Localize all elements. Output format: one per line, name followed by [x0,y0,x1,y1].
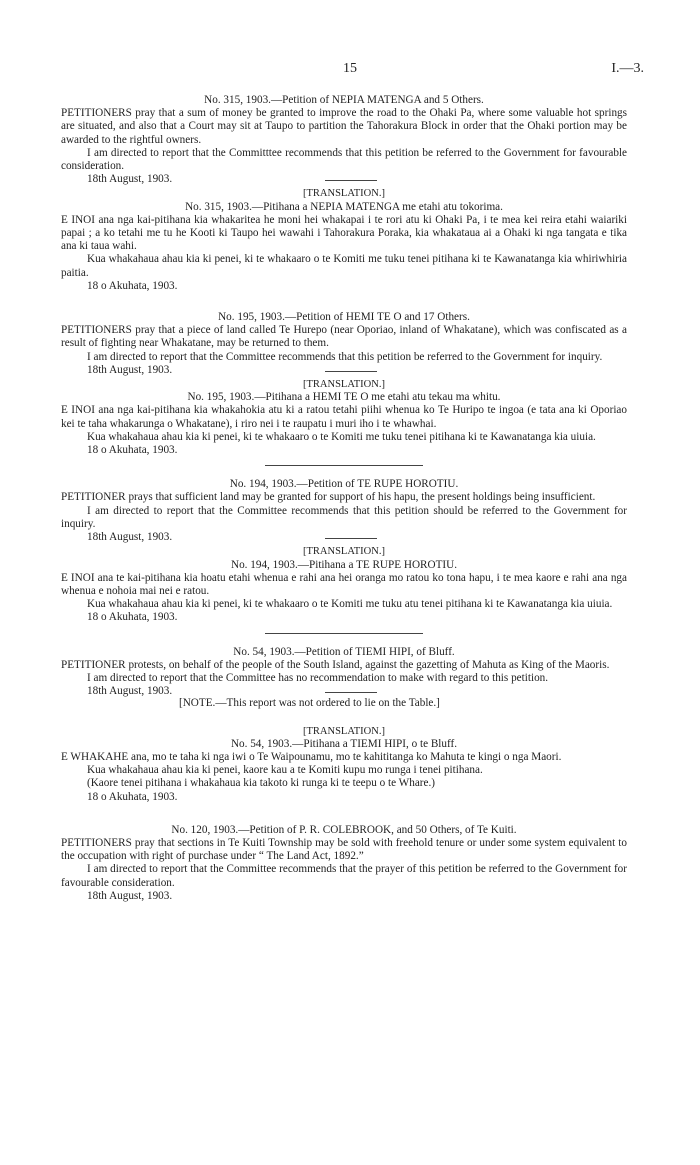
report-date: 18th August, 1903. [87,363,173,376]
translation-title: No. 195, 1903.—Pitihana a HEMI TE O me etahi atu tekau ma whitu. [187,391,501,404]
report-date: 18th August, 1903. [87,531,173,544]
petition-body [61,324,627,350]
section-divider [265,465,423,466]
document-reference: I.—3. [611,61,644,76]
translation-label: [TRANSLATION.] [303,188,385,200]
petition-lead: PETITIONERS [61,836,132,849]
petition-section [61,824,627,903]
translation-block [61,725,627,804]
translation-date: 18 o Akuhata, 1903. [87,611,178,624]
short-rule [325,371,377,372]
translation-body [61,404,627,430]
page-number: 15 [343,61,357,76]
report-date: 18th August, 1903. [87,685,173,698]
short-rule [325,692,377,693]
translation-lead: E INOI [61,404,95,417]
committee-report: I am directed to report that the Committtee recommends that this petition be referred to the Government for favourable consideration. [61,146,627,173]
translation-label: [TRANSLATION.] [303,379,385,391]
report-date: 18th August, 1903. [87,889,173,902]
translation-title: No. 315, 1903.—Pitihana a NEPIA MATENGA me etahi atu tokorima. [185,200,503,213]
petition-lead: PETITIONERS [61,324,132,337]
translation-date: 18 o Akuhata, 1903. [87,790,178,803]
petition-body [61,659,627,672]
petition-section [61,94,627,293]
translation-title: No. 54, 1903.—Pitihana a TIEMI HIPI, o te Bluff. [230,737,458,750]
translation-lead: E INOI [61,213,95,226]
petition-body [61,107,627,147]
committee-report: I am directed to report that the Committee has no recommendation to make with regard to this petition. [87,671,549,684]
short-rule [325,180,377,181]
translation-lead: E WHAKAHE [61,750,129,763]
translation-title: No. 194, 1903.—Pitihana a TE RUPE HOROTIU. [230,558,458,571]
petition-body-text: prays that sufficient land may be granted for support of his hapu, the present holdings being insufficient. [125,491,596,504]
report-date: 18th August, 1903. [87,173,173,186]
petition-section [61,478,627,624]
translation-body-text: ana, mo te taha ki nga iwi o Te Waipounamu, mo te kahititanga ko Mahuta te kingi o nga Maori. [128,750,562,763]
petition-title: No. 54, 1903.—Petition of TIEMI HIPI, of Bluff. [233,645,455,658]
petition-body-text: pray that a piece of land called Te Hurepo (near Oporiao, inland of Whakatane), which was confiscated as a result of fighting near Whakatane, may be returned to them. [61,324,627,350]
translation-date: 18 o Akuhata, 1903. [87,279,178,292]
committee-report: I am directed to report that the Committee recommends that this petition be referred to the Government for inquiry. [87,350,603,363]
committee-report: I am directed to report that the Committee recommends that the prayer of this petition be referred to the Government for favourable consideration. [61,863,627,889]
petition-title: No. 120, 1903.—Petition of P. R. COLEBROOK, and 50 Others, of Te Kuiti. [171,823,517,836]
translation-report: Kua whakahaua ahau kia ki penei, ki te whakaaro o te Komiti me tuku atu tenei pitihana ki te Kawanatanga kia uiuia. [87,598,613,611]
committee-report: I am directed to report that the Committee recommends that this petition should be referred to the Government for inquiry. [61,504,627,530]
petition-body-text: pray that a sum of money be granted to improve the road to the Ohaki Pa, where some valuable hot springs are situated, and also that a Court may sit at Taupo to partition the Tahorakura Block in order that the Ohaki portion may be awarded to the rightful owners. [61,107,627,146]
petition-title: No. 194, 1903.—Petition of TE RUPE HOROTIU. [229,478,459,491]
note: [NOTE.—This report was not ordered to lie on the Table.] [179,697,440,710]
petition-body-text: pray that sections in Te Kuiti Township may be sold with freehold tenure or under some system equivalent to the occupation with right of purchase under “ The Land Act, 1892.” [61,836,627,863]
translation-report: Kua whakahaua ahau kia ki penei, kaore kau a te Komiti kupu mo runga i tenei pitihana. [87,764,483,777]
translation-body [61,214,627,254]
petition-body-text: protests, on behalf of the people of the South Island, against the gazetting of Mahuta as King of the Maoris. [125,658,610,671]
translation-body-text: ana nga kai-pitihana kia whakahokia atu ki a ratou tetahi piihi whenua ko Te Huripo te ingoa (e tata ana ki Oporiao kei te taha whakarunga o Whakatane), i riro nei i te raupatu i muri iho i te whawhai. [61,404,627,430]
petition-lead: PETITIONERS [61,107,132,120]
petition-lead: PETITIONER [61,491,126,504]
page-content [61,94,627,903]
translation-report: Kua whakahaua ahau kia ki penei, ki te whakaaro o te Komiti me tuku tenei pitihana ki te Kawanatanga kia uiuia. [87,430,596,443]
petition-body [61,837,627,863]
short-rule [325,538,377,539]
translation-lead: E INOI [61,571,95,584]
translation-body-text: ana nga kai-pitihana kia whakaritea he moni hei whakapai i te rori atu ki Ohaki Pa, i te mea kei reira etahi waiariki papai ; a ko tetahi me tu he Kooti ki Taupo hei wawahi i Tahorakura Poraka, kia whakataua ai a Ohaki ki nga tangata e tika ana ki taua wahi. [61,213,627,253]
translation-label: [TRANSLATION.] [303,725,385,737]
section-divider [265,633,423,634]
petition-body [61,491,627,504]
translation-block [61,545,627,624]
translation-body-text: ana te kai-pitihana kia hoatu etahi whenua e rahi ana hei oranga mo ratou ko tona hapu, i te mea kaore e rahi ana nga whenua e nohoia mai nei e ratou. [61,571,627,597]
translation-note: (Kaore tenei pitihana i whakahaua kia takoto ki runga ki te teepu o te Whare.) [87,777,436,790]
petition-lead: PETITIONER [61,658,126,671]
translation-body [61,751,627,764]
petition-title: No. 195, 1903.—Petition of HEMI TE O and 17 Others. [218,311,470,324]
translation-body [61,572,627,598]
petition-section [61,646,627,804]
petition-section [61,311,627,457]
translation-block [61,378,627,457]
petition-title: No. 315, 1903.—Petition of NEPIA MATENGA and 5 Others. [204,94,484,106]
translation-date: 18 o Akuhata, 1903. [87,444,178,457]
translation-report: Kua whakahaua ahau kia ki penei, ki te whakaaro o te Komiti me tuku tenei pitihana ki te Kawanatanga kia whiriwhiria paitia. [61,253,627,279]
translation-label: [TRANSLATION.] [303,546,385,558]
translation-block [61,187,627,293]
